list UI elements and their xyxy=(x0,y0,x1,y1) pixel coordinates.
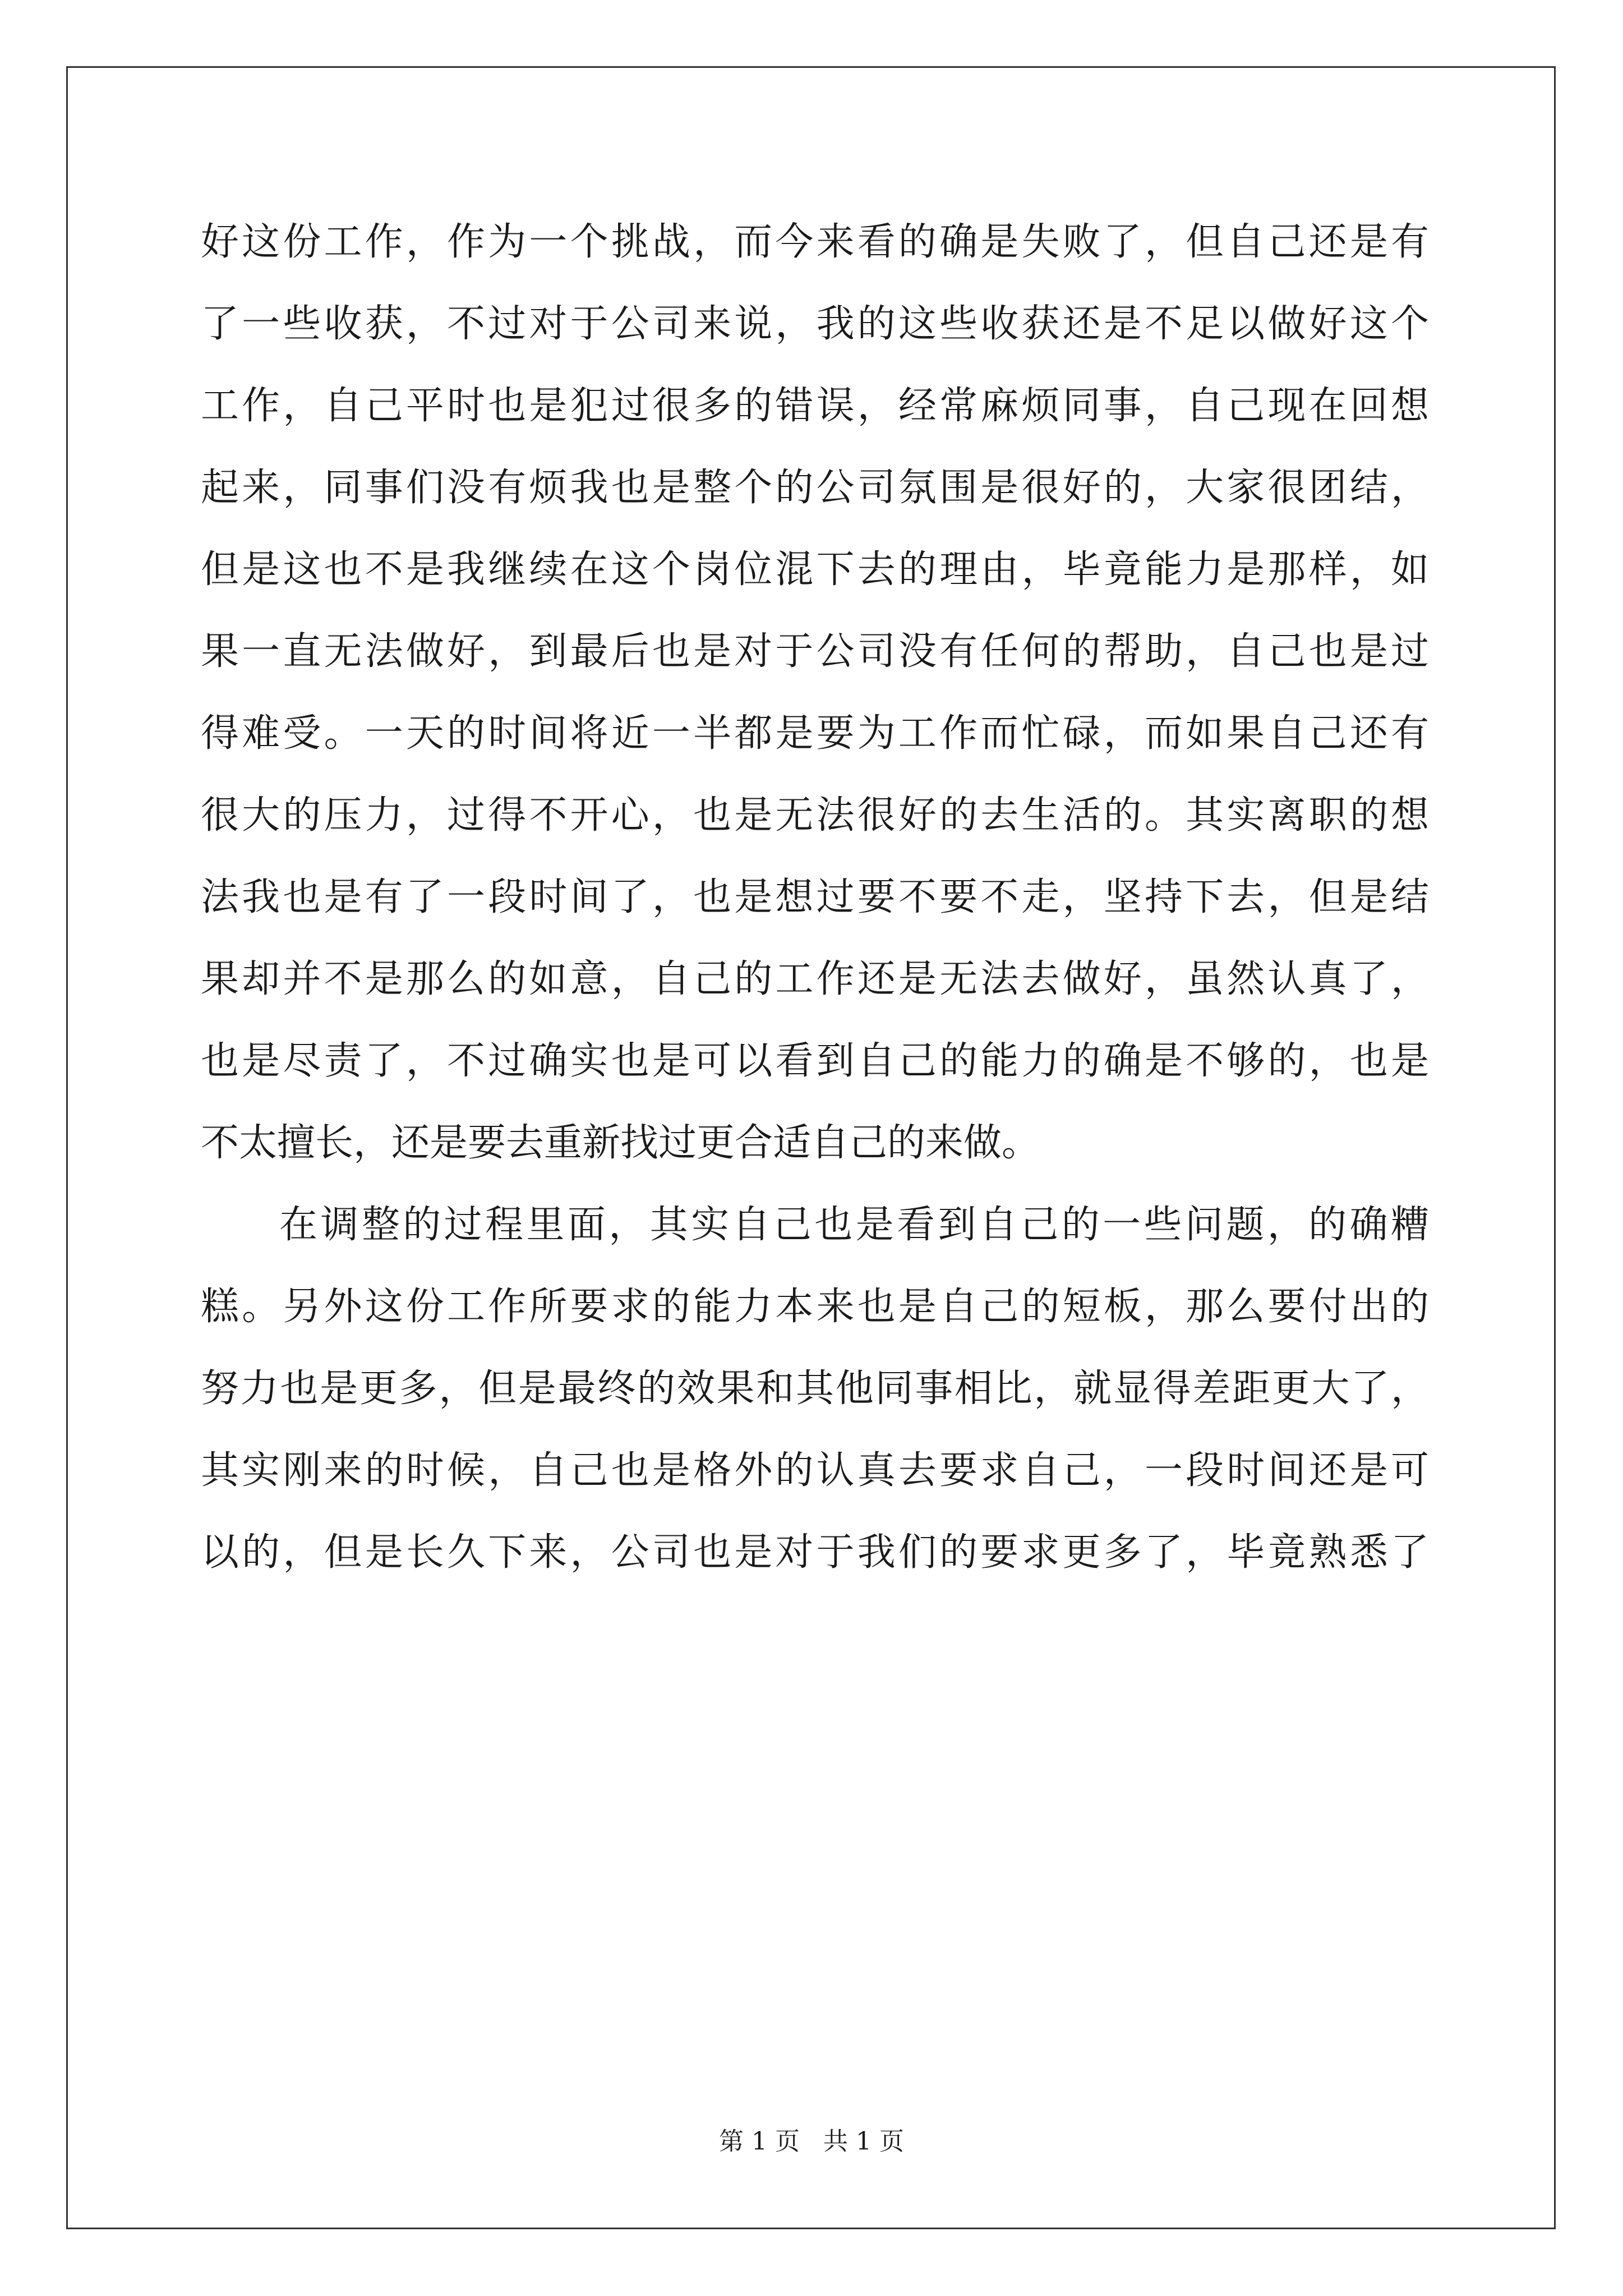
paragraph-1-line-10: 果却并不是那么的如意，自己的工作还是无法去做好，虽然认真了， xyxy=(201,957,1429,1001)
paragraph-1-line-5: 但是这也不是我继续在这个岗位混下去的理由，毕竟能力是那样，如 xyxy=(201,547,1429,592)
paragraph-2-line-2: 糕。另外这份工作所要求的能力本来也是自己的短板，那么要付出的 xyxy=(201,1285,1429,1329)
paragraph-1-line-6: 果一直无法做好，到最后也是对于公司没有任何的帮助，自己也是过 xyxy=(201,629,1429,674)
paragraph-2-line-4: 其实刚来的时候，自己也是格外的认真去要求自己，一段时间还是可 xyxy=(201,1448,1429,1493)
paragraph-1-line-4: 起来，同事们没有烦我也是整个的公司氛围是很好的，大家很团结， xyxy=(201,466,1429,510)
paragraph-1-line-1: 好这份工作，作为一个挑战，而今来看的确是失败了，但自己还是有 xyxy=(201,220,1429,264)
paragraph-1-line-9: 法我也是有了一段时间了，也是想过要不要不走，坚持下去，但是结 xyxy=(201,875,1429,919)
paragraph-2-line-5: 以的，但是长久下来，公司也是对于我们的要求更多了，毕竟熟悉了 xyxy=(201,1530,1429,1575)
paragraph-2-line-1: 在调整的过程里面，其实自己也是看到自己的一些问题，的确糟 xyxy=(279,1203,1429,1247)
paragraph-1-line-11: 也是尽责了，不过确实也是可以看到自己的能力的确是不够的，也是 xyxy=(201,1039,1429,1083)
paragraph-1-line-2: 了一些收获，不过对于公司来说，我的这些收获还是不足以做好这个 xyxy=(201,302,1429,346)
paragraph-2-line-3: 努力也是更多，但是最终的效果和其他同事相比，就显得差距更大了， xyxy=(201,1366,1429,1411)
paragraph-1-line-3: 工作，自己平时也是犯过很多的错误，经常麻烦同事，自己现在回想 xyxy=(201,384,1429,428)
paragraph-1-line-8: 很大的压力，过得不开心，也是无法很好的去生活的。其实离职的想 xyxy=(201,793,1429,838)
paragraph-1-line-7: 得难受。一天的时间将近一半都是要为工作而忙碌，而如果自己还有 xyxy=(201,711,1429,756)
page-footer: 第 1 页 共 1 页 xyxy=(719,2127,904,2156)
paragraph-1-line-12: 不太擅长，还是要去重新找过更合适自己的来做。 xyxy=(201,1121,1040,1165)
